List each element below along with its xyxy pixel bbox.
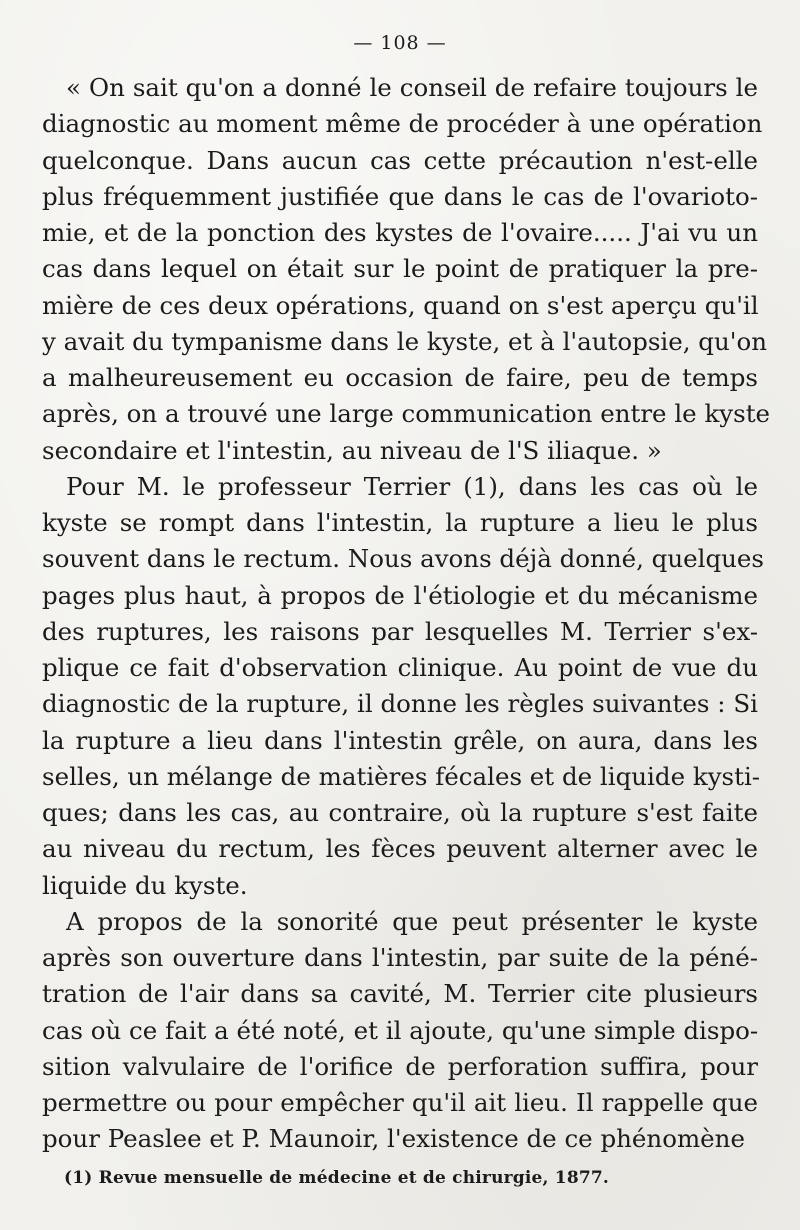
paragraph [42,469,765,904]
text-line: y avait du tympanisme dans le kyste, et à l'autopsie, qu'on [42,326,768,356]
text-line: diagnostic au moment même de procéder à une opération [42,109,763,139]
text-line: sition valvulaire de l'orifice de perforation suffira, pour [42,1051,758,1081]
text-line: tration de l'air dans sa cavité, M. Terrier cite plusieurs [42,979,758,1009]
text-line: pages plus haut, à propos de l'étiologie et du mécanisme [42,580,758,610]
text-line: quelconque. Dans aucun cas cette précaution n'est-elle [42,145,758,175]
text-line: plus fréquemment justifiée que dans le cas de l'ovarioto- [42,181,758,211]
text-line: « On sait qu'on a donné le conseil de refaire toujours le [66,73,758,102]
text-line: kyste se rompt dans l'intestin, la rupture a lieu le plus [42,508,758,537]
text-line: plique ce fait d'observation clinique. Au point de vue du [42,653,758,682]
paragraph [42,904,758,1158]
text-line: ques; dans les cas, au contraire, où la rupture s'est faite [42,798,758,827]
text-line: Pour M. le professeur Terrier (1), dans les cas où le [66,471,758,501]
text-line: cas où ce fait a été noté, et il ajoute, qu'une simple dispo- [42,1015,759,1045]
text-line: souvent dans le rectum. Nous avons déjà donné, quelques [42,544,765,574]
page-number: — 108 — [353,32,447,54]
text-line: après son ouverture dans l'intestin, par suite de la péné- [42,943,758,972]
text-line: liquide du kyste. [42,870,248,900]
text-line: après, on a trouvé une large communication entre le kyste [42,399,771,429]
text-line: des ruptures, les raisons par lesquelles M. Terrier s'ex- [42,616,758,646]
text-line: cas dans lequel on était sur le point de pratiquer la pre- [42,254,758,284]
text-line: selles, un mélange de matières fécales et de liquide kysti- [42,761,761,791]
text-line: diagnostic de la rupture, il donne les règles suivantes : Si [42,689,758,719]
text-line: pour Peaslee et P. Maunoir, l'existence de ce phénomène [42,1124,745,1154]
text-line: la rupture a lieu dans l'intestin grêle, on aura, dans les [42,725,758,755]
body-text [42,70,771,1158]
text-line: A propos de la sonorité que peut présenter le kyste [66,906,758,936]
text-line: a malheureusement eu occasion de faire, peu de temps [42,363,758,392]
text-line: mie, et de la ponction des kystes de l'ovaire..... J'ai vu un [42,218,758,247]
footnote: (1) Revue mensuelle de médecine et de chirurgie, 1877. [64,1168,610,1188]
text-line: mière de ces deux opérations, quand on s'est aperçu qu'il [42,290,759,320]
text-line: au niveau du rectum, les fèces peuvent alterner avec le [42,834,758,864]
paragraph [42,70,771,469]
text-line: permettre ou pour empêcher qu'il ait lieu. Il rappelle que [42,1088,758,1117]
text-line: secondaire et l'intestin, au niveau de l'S iliaque. » [42,435,662,465]
